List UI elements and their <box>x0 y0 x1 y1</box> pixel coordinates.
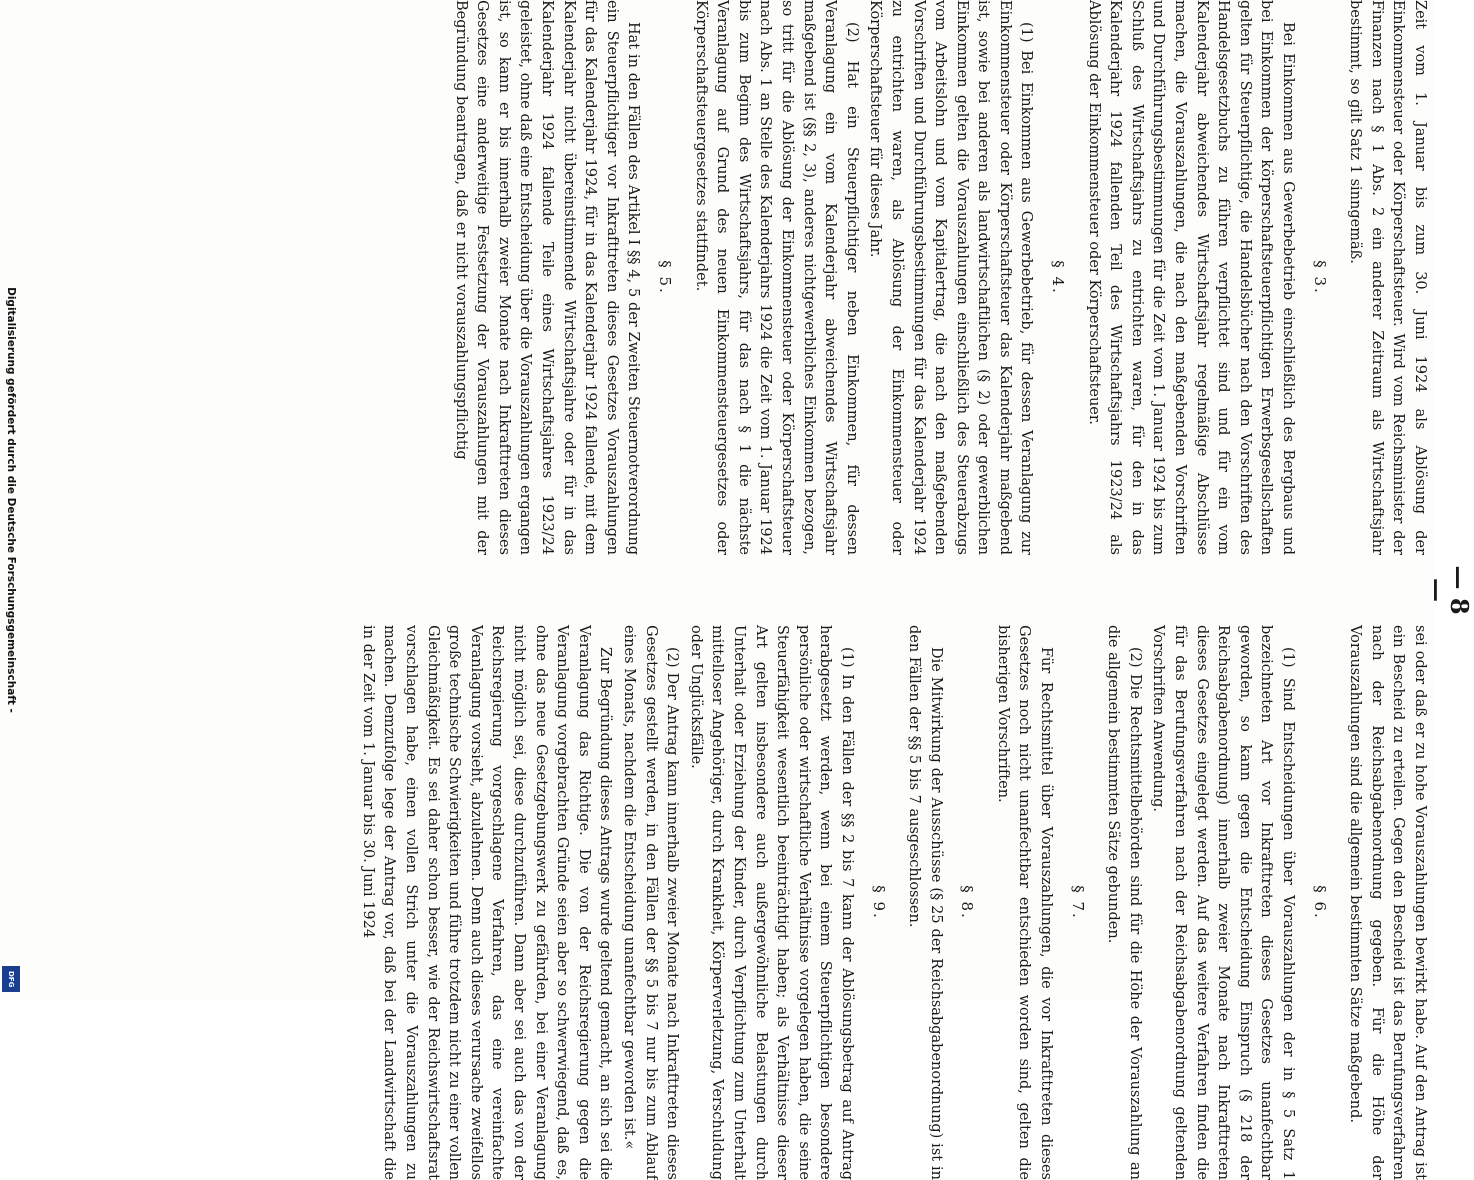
paragraph: (1) In den Fällen der §§ 2 bis 7 kann der Ablösungsbetrag auf Antrag herabgesetzt werden, wenn bei einem Steuerpflichtigen besondere persönliche oder wirtschaftliche Verhältnisse vorgelegen haben, die seine Steuerfähigkeit wesentlich beeinträchtigt haben; als Verhältnisse dieser Art gelten insbesondere auch außergewöhnliche Belastungen durch Unterhalt oder Erziehung der Kinder, durch Verpflichtung zum Unterhalt mittelloser Angehöriger, durch Krankheit, Körperverletzung, Verschuldung oder Unglücksfälle. <box>687 625 855 1180</box>
credit-text: Digitalisierung gefördert durch die Deutsche Forschungsgemeinschaft - <box>5 287 17 713</box>
right-column <box>359 625 1430 1180</box>
paragraph: Hat in den Fällen des Artikel I §§ 4, 5 der Zweiten Steuernotverordnung ein Steuerpflichtiger vor Inkrafttreten dieses Gesetzes Vorauszahlungen für das Kalenderjahr 1924, für in das Kalenderjahr 1924 fallende, mit dem Kalenderjahr nicht übereinstimmende Wirtschaftsjahre oder für in das Kalenderjahr 1924 fallende Teile eines Wirtschaftsjahres 1923/24 geleistet, ohne daß eine Entscheidung über die Vorauszahlungen ergangen ist, so kann er bis innerhalb zweier Monate nach Inkrafttreten dieses Gesetzes eine anderweitige Festsetzung der Vorauszahlungen mit der Begründung beantragen, daß er nicht vorauszahlungspflichtig <box>452 0 642 555</box>
paragraph: (1) Sind Entscheidungen über Vorauszahlungen der in § 5 Satz 1 bezeichneten Art vor Inkrafttreten dieses Gesetzes unanfechtbar geworden, so kann gegen die Entscheidung Einspruch (§ 218 der Reichsabgabenordnung) innerhalb zweier Monate nach Inkrafttreten dieses Gesetzes eingelegt werden. Auf das weitere Verfahren finden die für das Berufungsverfahren nach der Reichsabgabenordnung geltenden Vorschriften Anwendung. <box>1150 625 1297 1180</box>
dfg-logo: DFG <box>2 966 20 992</box>
digitization-credit <box>0 0 22 1000</box>
section-heading: § 5. <box>656 260 674 295</box>
paragraph: (2) Die Rechtsmittelbehörden sind für die Höhe der Vorauszahlung an die allgemein bestimmten Sätze gebunden. <box>1105 625 1143 1180</box>
section-heading: § 3. <box>1310 260 1329 295</box>
paragraph: (2) Der Antrag kann innerhalb zweier Monate nach Inkrafttreten dieses Gesetzes gestellt werden, in den Fällen der §§ 5 bis 7 nur bis zum Ablauf eines Monats, nachdem die Entscheidung unanfechtbar geworden ist.« <box>621 625 681 1180</box>
paragraph: (1) Bei Einkommen aus Gewerbebetrieb, für dessen Veranlagung zur Einkommensteuer oder Körperschaftsteuer das Kalenderjahr maßgebend ist, sowie bei anderen als landwirtschaftlichen (§ 2) oder gewerblichen Einkommen gelten die Vorauszahlungen einschließlich des Steuerabzugs vom Arbeitslohn und vom Kapitalertrag, die nach den maßgebenden Vorschriften und Durchführungsbestimmungen für das Kalenderjahr 1924 zu entrichten waren, als Ablösung der Einkommensteuer oder Körperschaftsteuer für dieses Jahr. <box>867 0 1035 555</box>
paragraph: Bei Einkommen aus Gewerbebetrieb einschließlich des Bergbaus und bei Einkommen der körperschaftsteuerpflichtigen Erwerbsgesellschaften gelten für Steuerpflichtige, die Handelsbücher nach den Vorschriften des Handelsgesetzbuchs zu führen verpflichtet sind und für ein vom Kalenderjahr abweichendes Wirtschaftsjahr regelmäßige Abschlüsse machen, die Vorauszahlungen, die nach den maßgebenden Vorschriften und Durchführungsbestimmungen für die Zeit vom 1. Januar 1924 bis zum Schluß des Wirtschaftsjahrs zu entrichten waren, für den in das Kalenderjahr 1924 fallenden Teil des Wirtschaftsjahrs 1923/24 als Ablösung der Einkommensteuer oder Körperschaftsteuer. <box>1085 0 1297 555</box>
section-heading: § 8. <box>958 885 977 920</box>
page-number: — 8 — <box>1423 565 1474 615</box>
paragraph: Zeit vom 1. Januar bis zum 30. Juni 1924 als Ablösung der Einkommensteuer oder Körperschaftsteuer. Wird vom Reichsminister der Finanzen nach § 1 Abs. 2 ein anderer Zeitraum als Wirtschaftsjahr bestimmt, so gilt Satz 1 sinngemäß. <box>1347 0 1428 555</box>
paragraph: Zur Begründung dieses Antrags wurde geltend gemacht, an sich sei die Veranlagung das Richtige. Die von der Reichsregierung gegen die Veranlagung vorgebrachten Gründe seien aber so schwerwiegend, daß es, ohne das neue Gesetzgebungswerk zu gefährden, bei einer Veranlagung nicht möglich sei, diese durchzuführen. Dann aber sei auch das von der Reichsregierung vorgeschlagene Verfahren, das eine vereinfachte Veranlagung vorsieht, abzulehnen. Denn auch dieses verursache zweifellos große technische Schwierigkeiten und führe trotzdem nicht zu einer vollen Gleichmäßigkeit. Es sei daher schon besser, wie der Reichswirtschaftsrat vorschlagen habe, einen vollen Strich unter die Vorauszahlungen zu machen. Demzufolge lege der Antrag vor, daß bei der Landwirtschaft die in der Zeit vom 1. Januar bis 30. Juni 1924 <box>359 625 614 1180</box>
section-heading: § 7. <box>1068 885 1087 920</box>
paragraph: Die Mitwirkung der Ausschüsse (§ 25 der Reichsabgabenordnung) ist in den Fällen der §§ 5 bis 7 ausgeschlossen. <box>906 625 944 1180</box>
rotated-document <box>250 0 1474 1180</box>
paragraph: Für Rechtsmittel über Vorauszahlungen, die vor Inkrafttreten dieses Gesetzes noch nicht unanfechtbar entschieden worden sind, gelten die bisherigen Vorschriften. <box>994 625 1055 1180</box>
left-column <box>430 0 1430 555</box>
section-heading: § 6. <box>1310 885 1329 920</box>
paragraph: (2) Hat ein Steuerpflichtiger neben Einkommen, für dessen Veranlagung ein vom Kalenderjahr abweichendes Wirtschaftsjahr maßgebend ist (§§ 2, 3), anderes nichtgewerbliches Einkommen bezogen, so tritt für die Ablösung der Einkommensteuer oder Körperschaftsteuer nach Abs. 1 an Stelle des Kalenderjahrs 1924 die Zeit vom 1. Januar 1924 bis zum Beginn des Wirtschaftsjahrs, für das nach § 1 die nächste Veranlagung auf Grund des neuen Einkommensteuergesetzes oder Körperschaftsteuergesetzes stattfindet. <box>692 0 860 555</box>
section-heading: § 9. <box>869 885 888 920</box>
section-heading: § 4. <box>1049 260 1068 295</box>
paragraph: sei oder daß er zu hohe Vorauszahlungen bewirkt habe. Auf den Antrag ist ein Bescheid zu erteilen. Gegen den Bescheid ist das Berufungsverfahren nach der Reichsabgabenordnung gegeben. Für die Höhe der Vorauszahlungen sind die allgemein bestimmten Sätze maßgebend. <box>1347 625 1428 1180</box>
